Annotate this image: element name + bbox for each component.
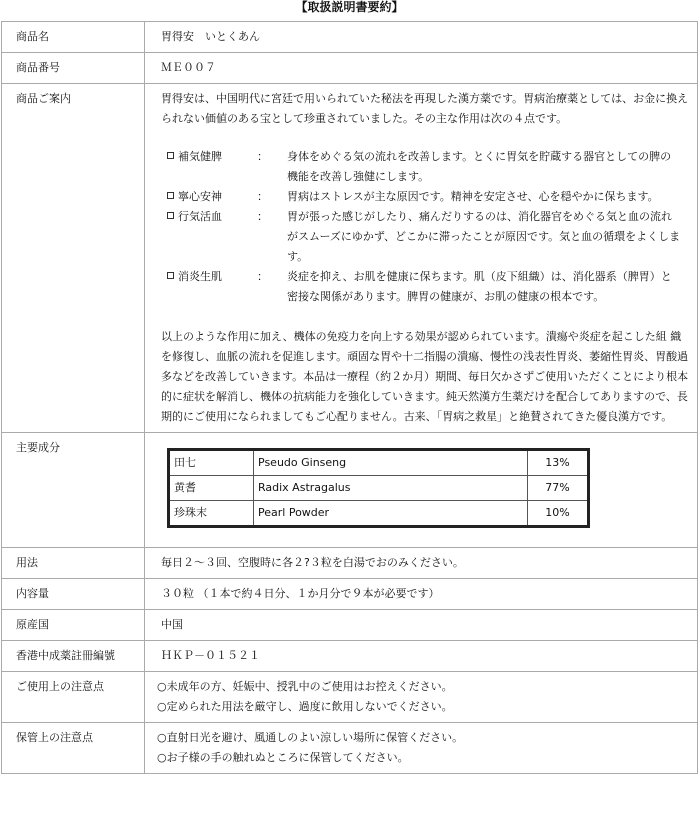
effect-colon: ：	[257, 270, 268, 283]
effect-desc: 胃が張った感じがしたり、痛んだりするのは、消化器官をめぐる気と血の流れがスムーズにゆかず、どこかに滞ったことが原因です。気と血の循環をよくします。	[287, 210, 681, 263]
origin-value: 中国	[145, 610, 698, 641]
contents-value: ３０粒 （１本で約４日分、１か月分で９本が必要です）	[145, 579, 698, 610]
registration-value: ＨＫＰ－０１５２１	[145, 641, 698, 672]
storage-line: ○直射日光を避け、風通しのよい涼しい場所に保管ください。	[157, 731, 464, 744]
caution-line: ○未成年の方、妊娠中、授乳中のご使用はお控えください。	[157, 680, 453, 693]
ingredient-jp: 田七	[169, 450, 254, 476]
guide-intro: 胃得安は、中国明代に宮廷で用いられていた秘法を再現した漢方薬です。胃病治療薬としては、お金に換えられない価値のある宝として珍重されていました。その主な作用は次の４点です。	[161, 92, 689, 125]
ingredient-pct: 13%	[528, 450, 589, 476]
product-number-label: 商品番号	[2, 53, 145, 84]
row-contents	[2, 579, 698, 610]
row-guide	[2, 84, 698, 433]
effect-colon: ：	[257, 150, 268, 163]
ingredient-row	[169, 450, 589, 476]
effect-item	[161, 267, 689, 307]
effect-name: 消炎生肌	[178, 270, 222, 283]
ingredient-pct: 10%	[528, 501, 589, 527]
guide-closing: 以上のような作用に加え、機体の免疫力を向上する効果が認められています。潰瘍や炎症を起こした組 織を修復し、血脈の流れを促進します。頑固な胃や十二指腸の潰瘍、慢性の浅表性胃炎、萎縮性胃炎、胃酸過多などを改善していきます。本品は一療程（約２か月）期間、毎日欠かさずご使用いただくことにより根本的に症状を解消し、機体の抗病能力を強化していきます。純天然漢方生薬だけを配合してありますので、長期的にご使用になられましてもご心配りません。古来、「胃病之救星」と絶賛されてきた優良漢方です。	[161, 330, 689, 423]
info-table	[1, 21, 698, 774]
effect-item	[161, 207, 689, 267]
usage-label: 用法	[2, 548, 145, 579]
square-bullet-icon	[167, 212, 174, 219]
ingredient-en: Pearl Powder	[254, 501, 528, 527]
ingredient-row	[169, 476, 589, 501]
row-storage	[2, 723, 698, 774]
page-title: 【取扱説明書要約】	[295, 0, 404, 14]
ingredients-label: 主要成分	[2, 433, 145, 548]
ingredients-table	[167, 448, 590, 528]
origin-label: 原産国	[2, 610, 145, 641]
effect-name: 補気健脾	[178, 150, 222, 163]
contents-label: 内容量	[2, 579, 145, 610]
effect-colon: ：	[257, 190, 268, 203]
cautions-label: ご使用上の注意点	[2, 672, 145, 723]
usage-value: 毎日２～３回、空腹時に各２?３粒を白湯でおのみください。	[145, 548, 698, 579]
product-name-value: 胃得安 いとくあん	[145, 22, 698, 53]
product-name-label: 商品名	[2, 22, 145, 53]
effect-name: 行気活血	[178, 210, 222, 223]
effect-desc: 炎症を抑え、お肌を健康に保ちます。肌（皮下組織）は、消化器系（脾胃）と密接な関係があります。脾胃の健康が、お肌の健康の根本です。	[287, 270, 672, 303]
square-bullet-icon	[167, 152, 174, 159]
row-registration	[2, 641, 698, 672]
ingredient-en: Radix Astragalus	[254, 476, 528, 501]
effect-item	[161, 187, 689, 207]
ingredient-jp: 珍珠末	[169, 501, 254, 527]
effect-desc: 身体をめぐる気の流れを改善します。とくに胃気を貯蔵する器官としての脾の機能を改善し強健にします。	[287, 150, 672, 183]
effects-list	[161, 147, 689, 307]
effect-colon: ：	[257, 210, 268, 223]
square-bullet-icon	[167, 192, 174, 199]
effect-item	[161, 147, 689, 187]
ingredient-jp: 黄耆	[169, 476, 254, 501]
caution-line: ○定められた用法を厳守し、過度に飲用しないでください。	[157, 700, 453, 713]
row-product-number	[2, 53, 698, 84]
ingredient-en: Pseudo Ginseng	[254, 450, 528, 476]
guide-content	[145, 84, 698, 433]
row-cautions	[2, 672, 698, 723]
square-bullet-icon	[167, 272, 174, 279]
registration-label: 香港中成薬註冊編號	[2, 641, 145, 672]
storage-line: ○お子様の手の触れぬところに保管してください。	[157, 751, 409, 764]
row-usage	[2, 548, 698, 579]
row-origin	[2, 610, 698, 641]
product-number-value: ＭＥ００７	[145, 53, 698, 84]
guide-label: 商品ご案内	[2, 84, 145, 433]
ingredient-pct: 77%	[528, 476, 589, 501]
storage-label: 保管上の注意点	[2, 723, 145, 774]
ingredient-row	[169, 501, 589, 527]
row-ingredients	[2, 433, 698, 548]
effect-name: 寧心安神	[178, 190, 222, 203]
row-product-name	[2, 22, 698, 53]
effect-desc: 胃病はストレスが主な原因です。精神を安定させ、心を穏やかに保ちます。	[287, 190, 659, 203]
